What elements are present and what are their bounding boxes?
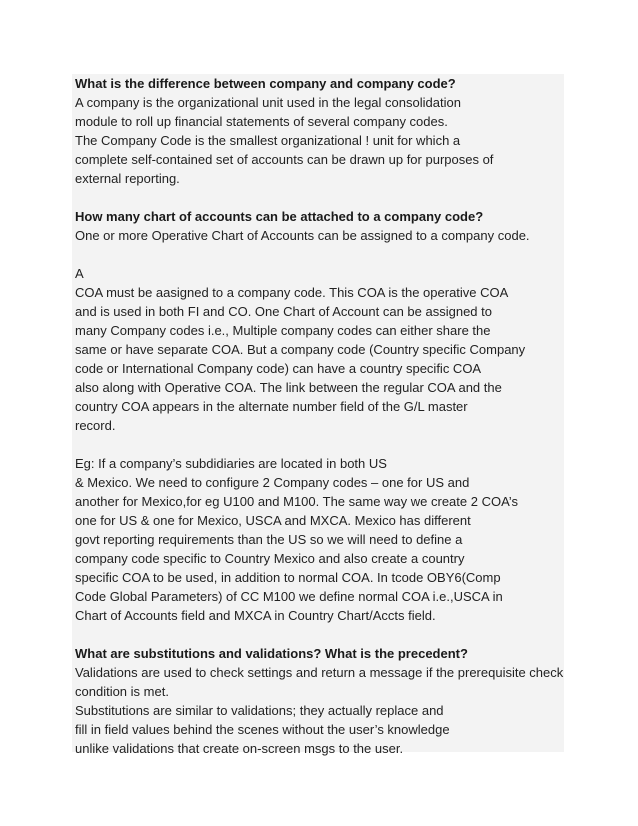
paragraph-line: & Mexico. We need to configure 2 Company codes – one for US and — [75, 475, 470, 490]
paragraph-line: Eg: If a company’s subdidiaries are located in both US — [75, 456, 387, 471]
spacer — [75, 245, 565, 264]
spacer — [75, 625, 565, 644]
section-heading: How many chart of accounts can be attached to a company code? — [75, 209, 484, 224]
paragraph-line: company code specific to Country Mexico and also create a country — [75, 551, 465, 566]
paragraph-line: condition is met. — [75, 684, 169, 699]
paragraph-line: govt reporting requirements than the US so we will need to define a — [75, 532, 463, 547]
paragraph-line: record. — [75, 418, 116, 433]
spacer — [75, 435, 565, 454]
paragraph-line: fill in field values behind the scenes without the user’s knowledge — [75, 722, 450, 737]
paragraph-line: module to roll up financial statements of several company codes. — [75, 114, 448, 129]
paragraph-line: also along with Operative COA. The link between the regular COA and the — [75, 380, 502, 395]
paragraph-line: country COA appears in the alternate number field of the G/L master — [75, 399, 468, 414]
paragraph-line: COA must be aasigned to a company code. This COA is the operative COA — [75, 285, 509, 300]
paragraph-line: many Company codes i.e., Multiple company codes can either share the — [75, 323, 491, 338]
paragraph-line: A company is the organizational unit used in the legal consolidation — [75, 95, 461, 110]
paragraph-line: Chart of Accounts field and MXCA in Country Chart/Accts field. — [75, 608, 436, 623]
paragraph-line: A — [75, 266, 84, 281]
paragraph-line: Validations are used to check settings and return a message if the prerequisite check — [75, 665, 564, 680]
section-heading: What are substitutions and validations? What is the precedent? — [75, 646, 468, 661]
paragraph-line: One or more Operative Chart of Accounts can be assigned to a company code. — [75, 228, 530, 243]
paragraph-line: Substitutions are similar to validations; they actually replace and — [75, 703, 444, 718]
spacer — [75, 188, 565, 207]
paragraph-line: code or International Company code) can have a country specific COA — [75, 361, 482, 376]
paragraph-line: and is used in both FI and CO. One Chart of Account can be assigned to — [75, 304, 492, 319]
paragraph-line: one for US & one for Mexico, USCA and MXCA. Mexico has different — [75, 513, 471, 528]
paragraph-line: The Company Code is the smallest organizational ! unit for which a — [75, 133, 461, 148]
paragraph-line: external reporting. — [75, 171, 180, 186]
paragraph-line: unlike validations that create on-screen msgs to the user. — [75, 741, 404, 756]
paragraph-line: same or have separate COA. But a company code (Country specific Company — [75, 342, 526, 357]
paragraph-line: specific COA to be used, in addition to normal COA. In tcode OBY6(Comp — [75, 570, 501, 585]
paragraph-line: another for Mexico,for eg U100 and M100. The same way we create 2 COA’s — [75, 494, 518, 509]
paragraph-line: Code Global Parameters) of CC M100 we define normal COA i.e.,USCA in — [75, 589, 503, 604]
paragraph-line: complete self-contained set of accounts can be drawn up for purposes of — [75, 152, 494, 167]
section-heading: What is the difference between company and company code? — [75, 76, 456, 91]
document-content — [75, 74, 565, 758]
